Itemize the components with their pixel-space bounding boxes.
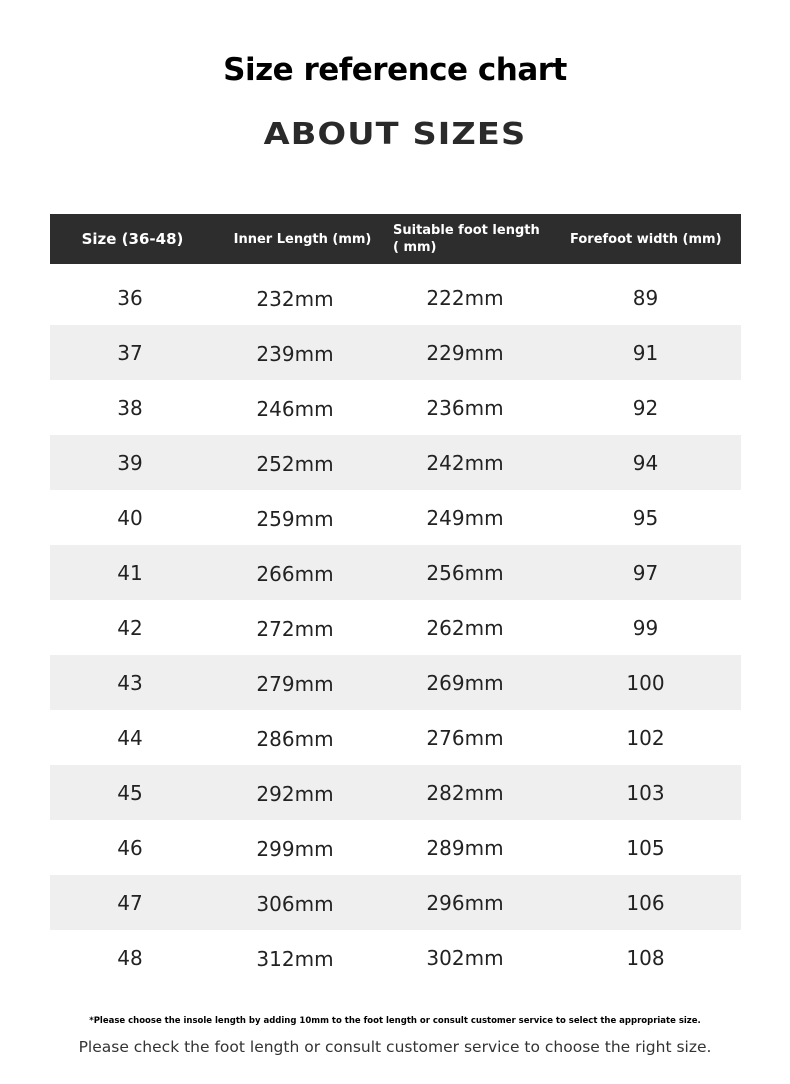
table-row — [50, 930, 741, 985]
forefoot-width-cell: 92 — [632, 395, 659, 420]
column-header-foot-length: Suitable foot length ( mm) — [393, 223, 540, 255]
inner-length-cell: 286mm — [256, 726, 334, 751]
table-header — [50, 214, 741, 264]
forefoot-width-cell: 95 — [632, 505, 659, 530]
foot-length-cell: 229mm — [426, 340, 504, 365]
foot-length-cell: 269mm — [426, 670, 504, 695]
size-table — [50, 214, 741, 985]
forefoot-width-cell: 100 — [626, 670, 665, 695]
table-row — [50, 490, 741, 545]
forefoot-width-cell: 102 — [626, 725, 665, 750]
size-cell: 46 — [117, 835, 143, 860]
inner-length-cell: 232mm — [256, 286, 334, 311]
page-subtitle: ABOUT SIZES — [263, 117, 527, 152]
inner-length-cell: 246mm — [256, 396, 334, 421]
forefoot-width-cell: 94 — [632, 450, 659, 475]
size-cell: 42 — [117, 615, 143, 640]
page-title: Size reference chart — [223, 52, 567, 88]
size-cell: 43 — [117, 670, 143, 695]
forefoot-width-cell: 103 — [626, 780, 665, 805]
size-cell: 36 — [117, 285, 143, 310]
column-header-size: Size (36-48) — [81, 229, 184, 248]
table-row — [50, 710, 741, 765]
insole-note: *Please choose the insole length by adding 10mm to the foot length or consult customer service to select the appropriate size. — [89, 1016, 701, 1026]
foot-length-cell: 249mm — [426, 505, 504, 530]
forefoot-width-cell: 105 — [626, 835, 665, 860]
foot-length-cell: 236mm — [426, 395, 504, 420]
forefoot-width-cell: 106 — [626, 890, 665, 915]
inner-length-cell: 306mm — [256, 891, 334, 916]
table-row — [50, 600, 741, 655]
inner-length-cell: 299mm — [256, 836, 334, 861]
forefoot-width-cell: 89 — [632, 285, 659, 310]
forefoot-width-cell: 91 — [632, 340, 659, 365]
foot-length-cell: 296mm — [426, 890, 504, 915]
inner-length-cell: 292mm — [256, 781, 334, 806]
table-body — [50, 270, 741, 985]
table-row — [50, 545, 741, 600]
inner-length-cell: 239mm — [256, 341, 334, 366]
inner-length-cell: 259mm — [256, 506, 334, 531]
table-row — [50, 765, 741, 820]
foot-length-cell: 282mm — [426, 780, 504, 805]
inner-length-cell: 272mm — [256, 616, 334, 641]
table-row — [50, 655, 741, 710]
table-row — [50, 325, 741, 380]
inner-length-cell: 252mm — [256, 451, 334, 476]
foot-length-cell: 222mm — [426, 285, 504, 310]
size-cell: 39 — [117, 450, 143, 475]
inner-length-cell: 312mm — [256, 946, 334, 971]
table-row — [50, 435, 741, 490]
foot-length-cell: 256mm — [426, 560, 504, 585]
table-row — [50, 875, 741, 930]
inner-length-cell: 279mm — [256, 671, 334, 696]
forefoot-width-cell: 97 — [632, 560, 659, 585]
footer-note: Please check the foot length or consult customer service to choose the right size. — [78, 1038, 712, 1056]
foot-length-cell: 242mm — [426, 450, 504, 475]
size-cell: 44 — [117, 725, 143, 750]
foot-length-cell: 289mm — [426, 835, 504, 860]
inner-length-cell: 266mm — [256, 561, 334, 586]
size-cell: 45 — [117, 780, 143, 805]
table-row — [50, 270, 741, 325]
table-row — [50, 380, 741, 435]
foot-length-cell: 276mm — [426, 725, 504, 750]
table-row — [50, 820, 741, 875]
column-header-forefoot-width: Forefoot width (mm) — [570, 231, 722, 247]
column-header-inner-length: Inner Length (mm) — [233, 231, 372, 247]
size-cell: 38 — [117, 395, 143, 420]
size-cell: 48 — [117, 945, 143, 970]
foot-length-cell: 302mm — [426, 945, 504, 970]
foot-length-cell: 262mm — [426, 615, 504, 640]
size-cell: 40 — [117, 505, 143, 530]
forefoot-width-cell: 99 — [632, 615, 659, 640]
size-cell: 37 — [117, 340, 143, 365]
size-cell: 41 — [117, 560, 143, 585]
forefoot-width-cell: 108 — [626, 945, 665, 970]
size-cell: 47 — [117, 890, 143, 915]
